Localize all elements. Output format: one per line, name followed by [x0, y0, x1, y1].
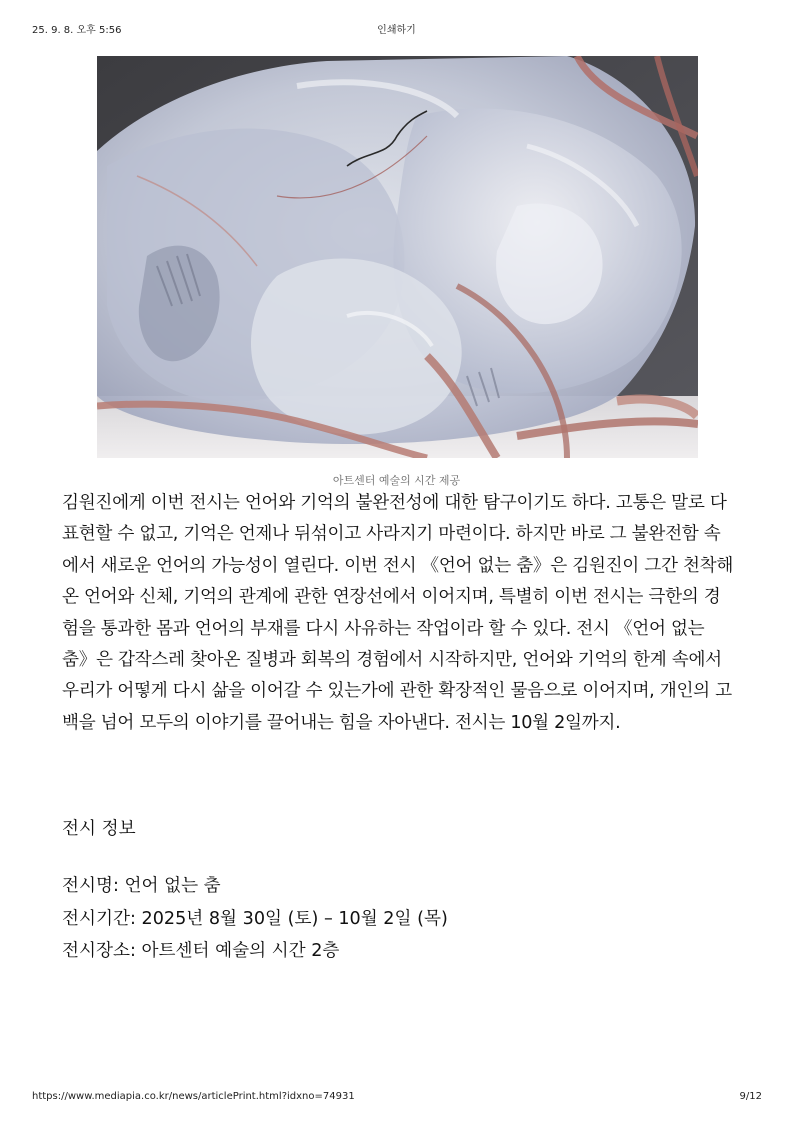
- print-title: 인쇄하기: [377, 25, 416, 36]
- photo-caption: 아트센터 예술의 시간 제공: [332, 474, 461, 487]
- artwork-photo: [97, 56, 698, 458]
- exhibition-period: 전시기간: 2025년 8월 30일 (토) – 10월 2일 (목): [62, 908, 448, 929]
- page-number: 9/12: [739, 1091, 762, 1102]
- exhibition-info-list: [62, 870, 448, 968]
- exhibition-venue: 전시장소: 아트센터 예술의 시간 2층: [62, 941, 340, 961]
- print-url: https://www.mediapia.co.kr/news/articlePrint.html?idxno=74931: [32, 1091, 355, 1102]
- print-datetime: 25. 9. 8. 오후 5:56: [32, 25, 122, 36]
- article-paragraph: 김원진에게 이번 전시는 언어와 기억의 불완전성에 대한 탐구이기도 하다. 고통은 말로 다 표현할 수 없고, 기억은 언제나 뒤섞이고 사라지기 마련이다. 하지만 바로 그 불완전함 속에서 새로운 언어의 가능성이 열린다. 이번 전시 《언어 없는 춤》은 김원진이 그간 천착해 온 언어와 신체, 기억의 관계에 관한 연장선에서 이어지며, 특별히 이번 전시는 극한의 경험을 통과한 몸과 언어의 부재를 다시 사유하는 작업이라 할 수 있다. 전시 《언어 없는 춤》은 갑작스레 찾아온 질병과 회복의 경험에서 시작하지만, 언어와 기억의 한계 속에서 우리가 어떻게 다시 삶을 이어갈 수 있는가에 관한 확장적인 물음으로 이어지며, 개인의 고백을 넘어 모두의 이야기를 끌어내는 힘을 자아낸다. 전시는 10월 2일까지.: [62, 493, 734, 733]
- section-title: 전시 정보: [62, 819, 136, 839]
- exhibition-name: 전시명: 언어 없는 춤: [62, 876, 221, 896]
